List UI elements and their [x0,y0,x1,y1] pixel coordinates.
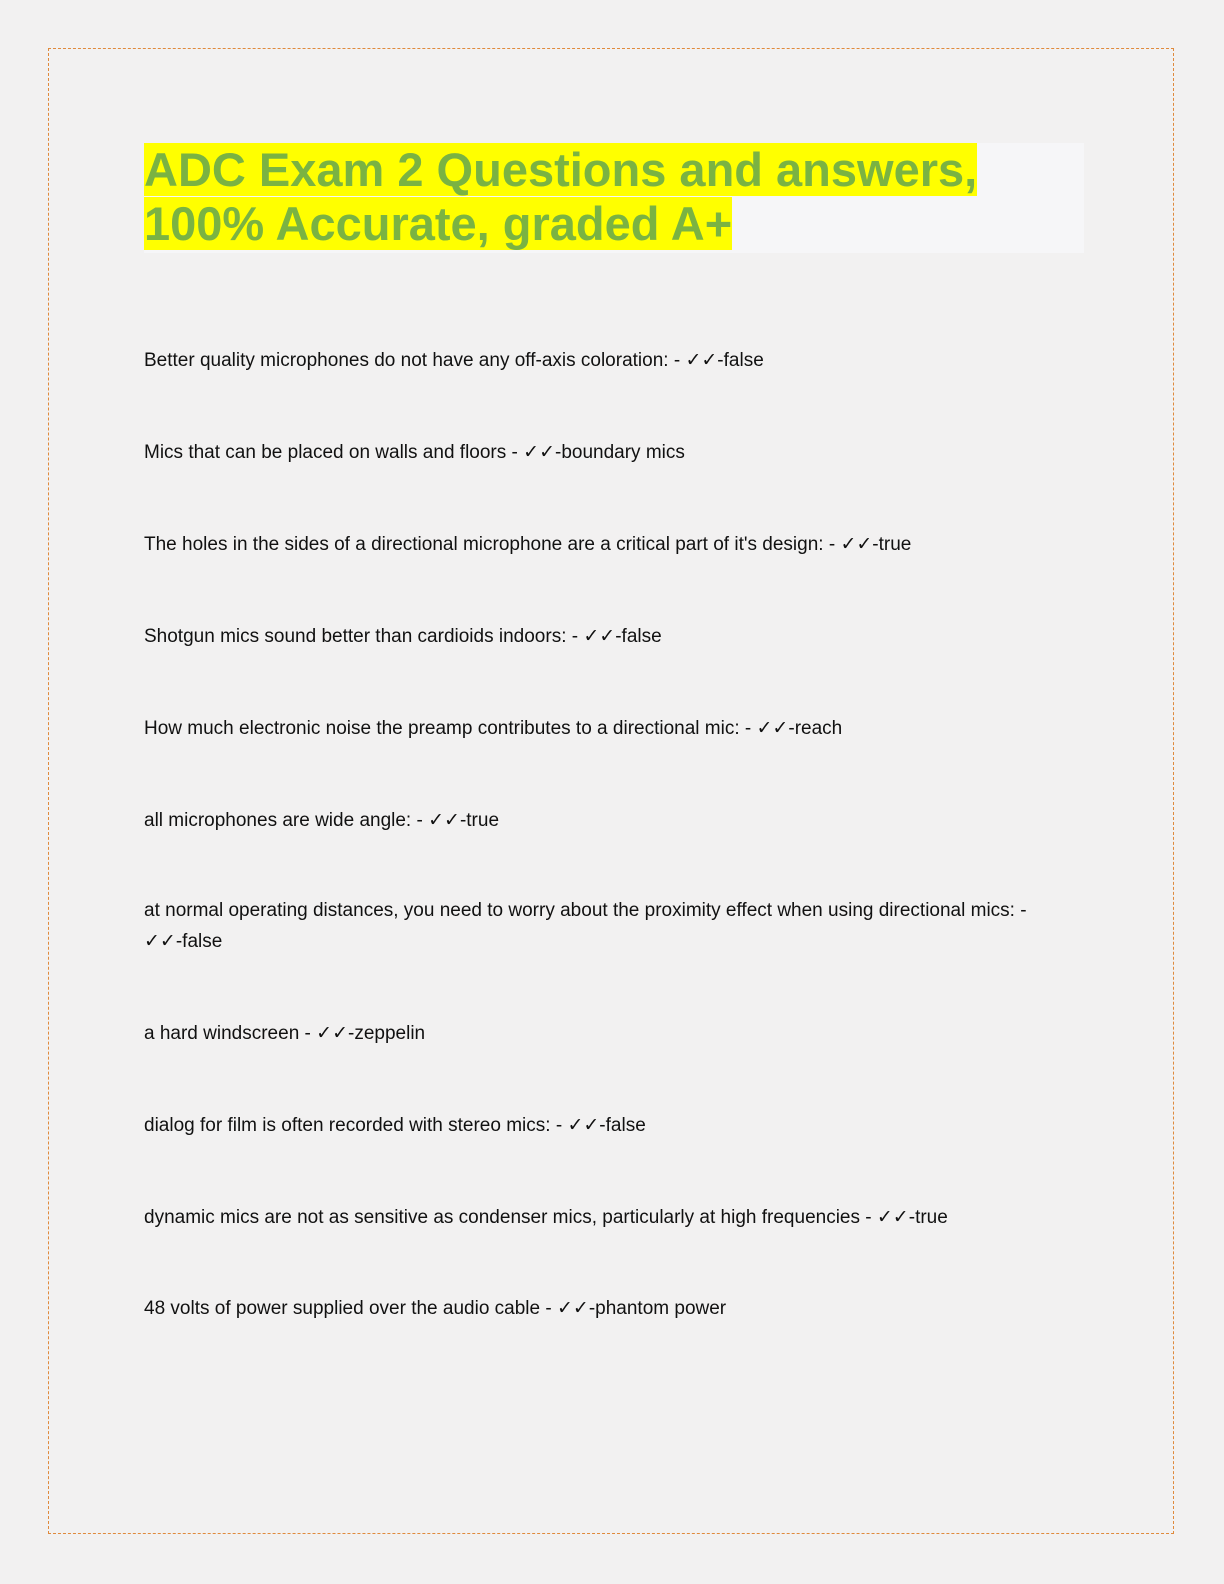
separator: - [299,1023,317,1044]
question-text: at normal operating distances, you need to worry about the proximity effect when using directional mics: [144,900,1015,921]
double-check-icon: ✓✓ [556,1297,589,1319]
separator: - [566,626,584,647]
answer-text: true [915,1207,948,1228]
double-check-icon: ✓✓ [144,930,176,952]
title-line-2: 100% Accurate, graded A+ [144,197,733,250]
answer-text: false [605,1115,646,1136]
separator: - [411,810,429,831]
answer-text: false [182,931,223,952]
answer-prefix: - [615,626,622,647]
qa-item-4 [144,621,1044,652]
question-text: dynamic mics are not as sensitive as condenser mics, particularly at high frequencies [144,1207,860,1228]
answer-prefix: - [717,350,724,371]
answer-text: false [723,350,764,371]
separator: - [823,534,841,555]
qa-item-5 [144,713,1044,744]
answer-prefix: - [908,1207,916,1228]
qa-item-3 [144,529,1044,560]
question-text: 48 volts of power supplied over the audio cable [144,1298,541,1319]
title-block [144,143,1084,253]
double-check-icon: ✓✓ [567,1114,600,1136]
double-check-icon: ✓✓ [428,809,460,831]
qa-item-1 [144,345,1044,376]
double-check-icon: ✓✓ [756,717,789,739]
question-text: How much electronic noise the preamp contributes to a directional mic: [144,718,740,739]
double-check-icon: ✓✓ [876,1206,909,1228]
answer-prefix: - [348,1023,355,1044]
separator: - [860,1207,877,1228]
separator: - [739,718,757,739]
qa-item-10 [144,1202,1044,1233]
answer-prefix: - [788,718,795,739]
separator: - [668,350,686,371]
double-check-icon: ✓✓ [316,1022,348,1044]
double-check-icon: ✓✓ [523,441,555,463]
question-text: Mics that can be placed on walls and floors [144,442,507,463]
qa-item-2 [144,437,1044,468]
question-text: dialog for film is often recorded with stereo mics: [144,1115,551,1136]
answer-text: true [466,810,500,831]
qa-item-8 [144,1018,1044,1049]
document-title [144,143,1084,251]
answer-prefix: - [872,534,879,555]
qa-item-11 [144,1293,1044,1324]
separator: - [550,1115,568,1136]
question-text: The holes in the sides of a directional microphone are a critical part of it's design: [144,534,824,555]
title-line-1: ADC Exam 2 Questions and answers, [144,143,978,196]
qa-item-6 [144,805,1044,836]
answer-text: phantom power [595,1298,727,1319]
question-text: Shotgun mics sound better than cardioids indoors: [144,626,567,647]
answer-prefix: - [555,442,562,463]
qa-item-9 [144,1110,1044,1141]
question-text: all microphones are wide angle: [144,810,412,831]
question-text: a hard windscreen [144,1023,300,1044]
answer-text: boundary mics [561,442,685,463]
separator: - [506,442,524,463]
answer-text: false [621,626,662,647]
answer-prefix: - [459,810,467,831]
double-check-icon: ✓✓ [840,533,873,555]
answer-prefix: - [175,931,183,952]
answer-text: reach [794,718,843,739]
answer-text: true [878,534,912,555]
double-check-icon: ✓✓ [583,625,616,647]
answer-prefix: - [588,1298,596,1319]
qa-item-7 [144,895,1044,957]
question-text: Better quality microphones do not have any off-axis coloration: [144,350,669,371]
double-check-icon: ✓✓ [685,349,718,371]
answer-prefix: - [599,1115,606,1136]
separator: - [1014,900,1027,921]
answer-text: zeppelin [354,1023,426,1044]
separator: - [540,1298,557,1319]
